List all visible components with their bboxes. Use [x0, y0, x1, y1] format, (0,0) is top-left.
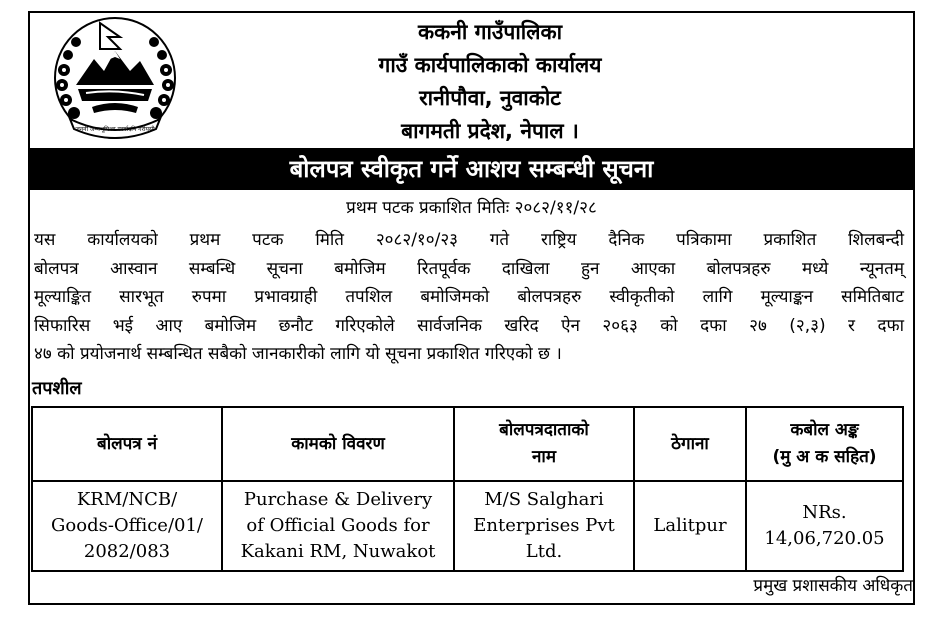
publication-date-line: प्रथम पटक प्रकाशित मितिः २०८२/११/२८ — [346, 198, 597, 218]
province-country: बागमती प्रदेश, नेपाल । — [401, 119, 579, 143]
col-header-bidder-name: बोलपत्रदाताको नाम — [454, 407, 634, 481]
nepal-government-emblem-icon — [52, 15, 178, 141]
signatory-title: प्रमुख प्रशासकीय अधिकृत — [753, 576, 913, 596]
notice-body — [34, 226, 904, 369]
cell-work-description: Purchase & Delivery of Official Goods for Kakani RM, Nuwakot — [222, 481, 454, 571]
col-header-bid-no: बोलपत्र नं — [32, 407, 222, 481]
cell-bid-amount: NRs. 14,06,720.05 — [746, 481, 903, 571]
body-line: यस कार्यालयको प्रथम पटक मिति २०८२/१०/२३ गते राष्ट्रिय दैनिक पत्रिकामा प्रकाशित शिलबन्दी — [34, 230, 904, 250]
body-line: ४७ को प्रयोजनार्थ सम्बन्धित सबैको जानकारीको लागि यो सूचना प्रकाशित गरिएको छ । — [34, 344, 562, 364]
cell-bid-no: KRM/NCB/ Goods-Office/01/ 2082/083 — [32, 481, 222, 571]
body-line: बोलपत्र आस्वान सम्बन्धि सूचना बमोजिम रितपूर्वक दाखिला हुन आएका बोलपत्रहरु मध्ये न्यूनतम् — [34, 258, 904, 279]
table-row — [32, 481, 903, 571]
cell-bidder-name: M/S Salghari Enterprises Pvt Ltd. — [454, 481, 634, 571]
body-line: मूल्याङ्कित सारभूत रुपमा प्रभावग्राही तपशिल बमोजिमको बोलपत्रहरु स्वीकृतीको लागि मूल्याङ्कन समितिबाट — [34, 287, 904, 307]
col-header-bid-amount: कबोल अङ्क (मु अ क सहित) — [746, 407, 903, 481]
municipality-name: ककनी गाउँपालिका — [417, 20, 563, 44]
schedule-label: तपशील — [32, 378, 82, 399]
col-header-address: ठेगाना — [634, 407, 746, 481]
notice-title: बोलपत्र स्वीकृत गर्ने आशय सम्बन्धी सूचना — [30, 148, 913, 190]
office-location: रानीपौवा, नुवाकोट — [419, 86, 561, 110]
cell-address: Lalitpur — [634, 481, 746, 571]
table-header-row — [32, 407, 903, 481]
col-header-work-description: कामको विवरण — [222, 407, 454, 481]
tender-table — [31, 406, 904, 572]
svg-text:जननी जन्मभूमिश्च स्वर्गादपि गर: जननी जन्मभूमिश्च स्वर्गादपि गरीयसी — [75, 126, 155, 133]
body-line: सिफारिस भई आए बमोजिम छनौट गरिएकोले सार्वजनिक खरिद ऐन २०६३ को दफा २७ (२,३) र दफा — [34, 315, 904, 336]
office-header — [290, 16, 690, 148]
office-name: गाउँ कार्यपालिकाको कार्यालय — [378, 53, 602, 77]
